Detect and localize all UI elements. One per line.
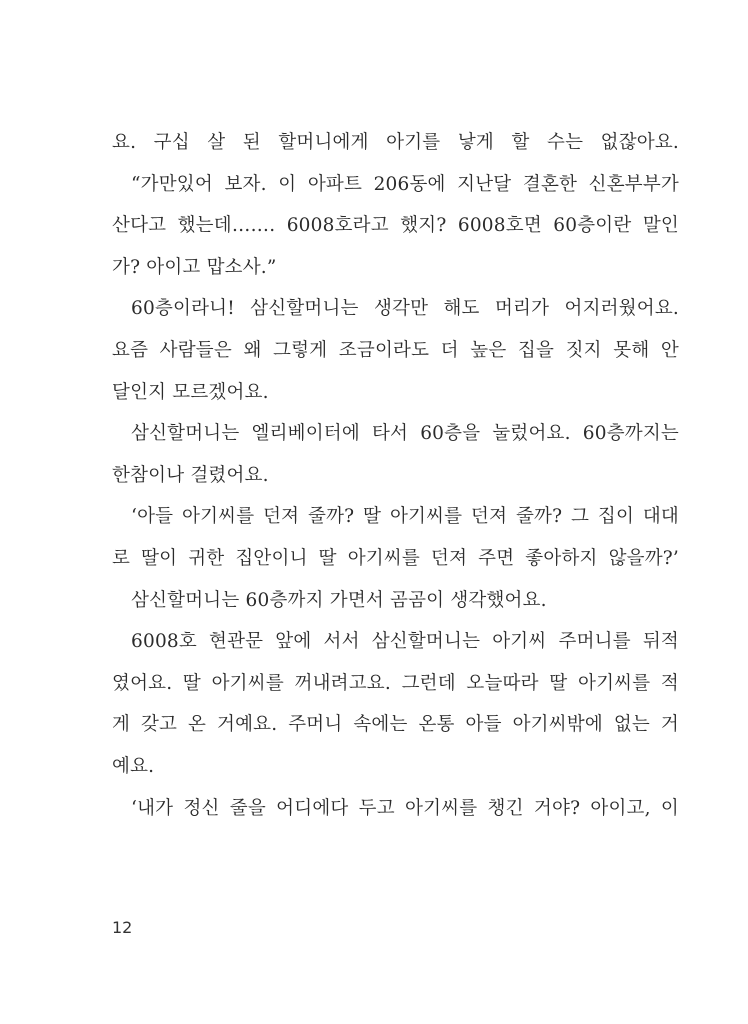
text-line-2: “가만있어 보자. 이 아파트 206동에 지난달 결혼한 신혼부부가 xyxy=(131,173,679,195)
text-line-12: 삼신할머니는 60층까지 가면서 곰곰이 생각했어요. xyxy=(131,589,547,611)
text-line-3: 산다고 했는데……. 6008호라고 했지? 6008호면 60층이란 말인 xyxy=(112,215,679,237)
text-line-13: 6008호 현관문 앞에 서서 삼신할머니는 아기씨 주머니를 뒤적 xyxy=(131,631,679,653)
text-line-14: 였어요. 딸 아기씨를 꺼내려고요. 그런데 오늘따라 딸 아기씨를 적 xyxy=(112,672,679,694)
text-line-10: ‘아들 아기씨를 던져 줄까? 딸 아기씨를 던져 줄까? 그 집이 대대 xyxy=(131,506,679,528)
text-line-11: 로 딸이 귀한 집안이니 딸 아기씨를 던져 주면 좋아하지 않을까?’ xyxy=(112,547,679,569)
body-text xyxy=(112,122,679,829)
page-number: 12 xyxy=(112,918,133,937)
text-line-17: ‘내가 정신 줄을 어디에다 두고 아기씨를 챙긴 거야? 아이고, 이 xyxy=(131,797,679,819)
text-line-4: 가? 아이고 맙소사.” xyxy=(112,256,277,278)
text-line-1: 요. 구십 살 된 할머니에게 아기를 낳게 할 수는 없잖아요. xyxy=(112,132,679,153)
text-line-5: 60층이라니! 삼신할머니는 생각만 해도 머리가 어지러웠어요. xyxy=(131,298,679,320)
text-line-8: 삼신할머니는 엘리베이터에 타서 60층을 눌렀어요. 60층까지는 xyxy=(131,423,679,445)
text-line-15: 게 갖고 온 거예요. 주머니 속에는 온통 아들 아기씨밖에 없는 거 xyxy=(112,714,679,736)
text-line-16: 예요. xyxy=(112,755,155,777)
text-line-7: 달인지 모르겠어요. xyxy=(112,381,269,403)
text-line-6: 요즘 사람들은 왜 그렇게 조금이라도 더 높은 집을 짓지 못해 안 xyxy=(112,339,679,361)
text-line-9: 한참이나 걸렸어요. xyxy=(112,464,269,486)
